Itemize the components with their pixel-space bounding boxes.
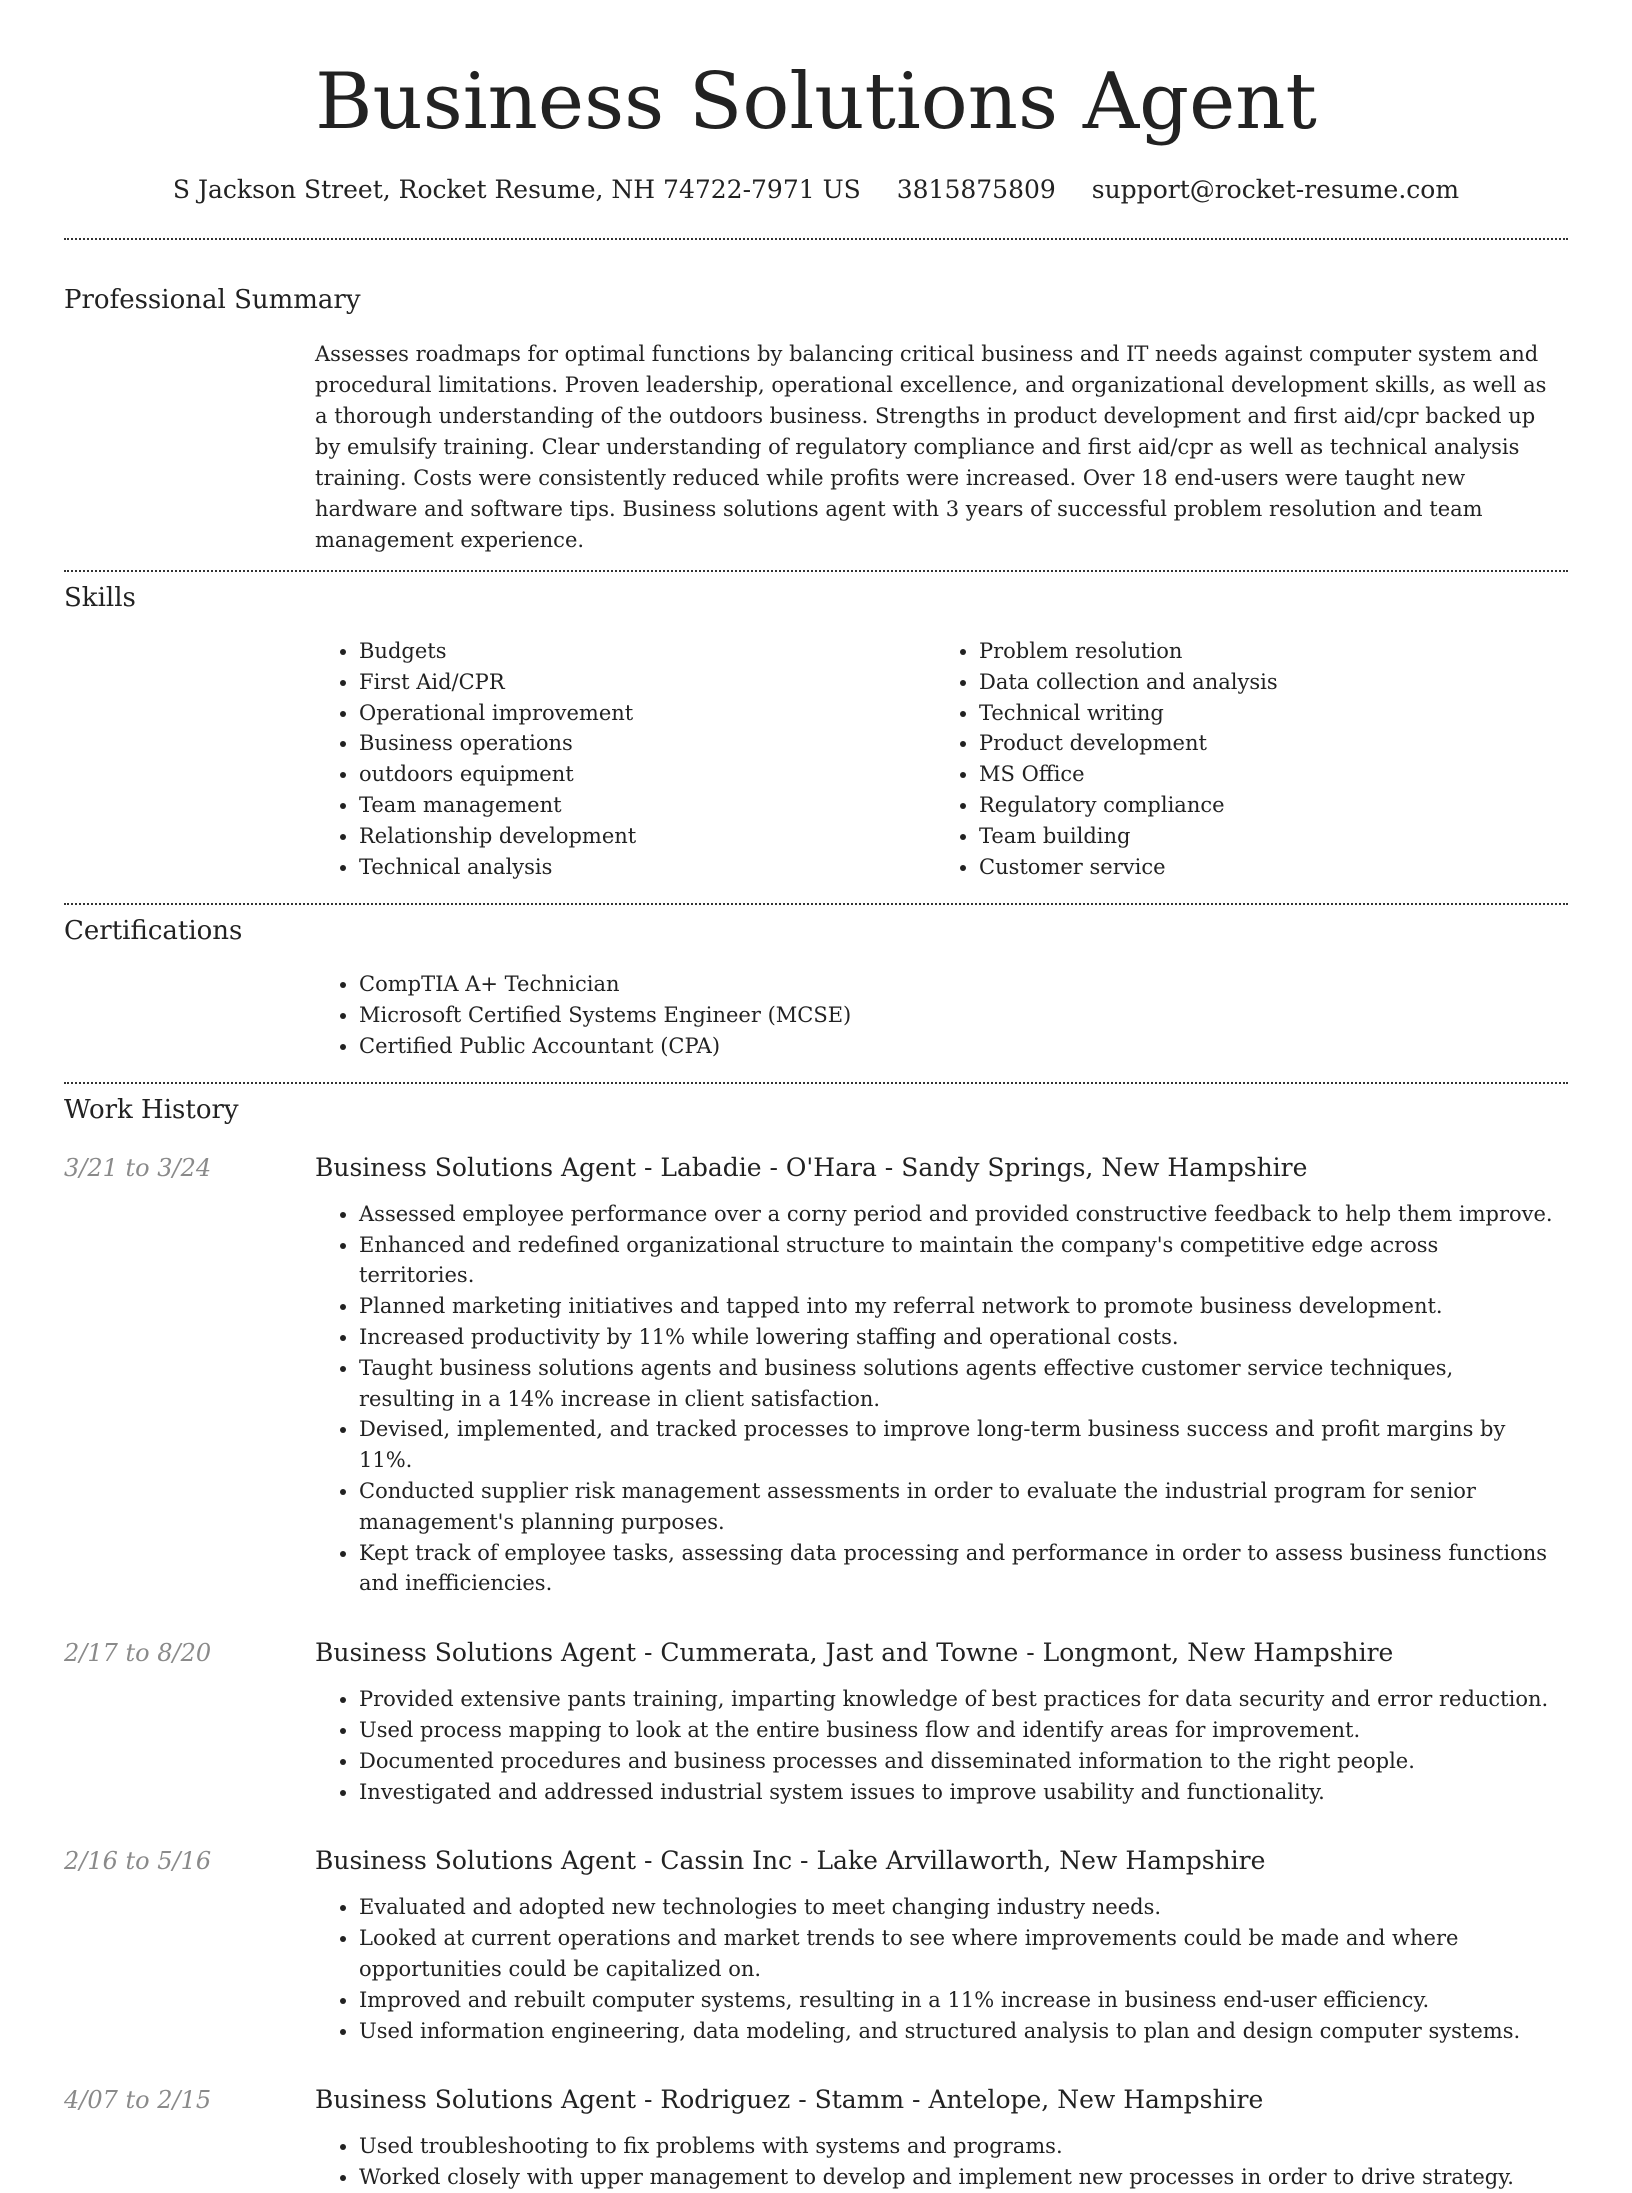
list-item: • Planned marketing initiatives and tapped into my referral network to promote business development. (359, 1291, 1555, 1322)
job-title: Business Solutions Agent - Cassin Inc - Lake Arvillaworth, New Hampshire (315, 1846, 1266, 1876)
list-item: • Investigated and addressed industrial system issues to improve usability and functionality. (359, 1777, 1555, 1808)
job-entry (64, 1152, 1568, 1599)
job-details (315, 2084, 1555, 2193)
list-item: • Team building (979, 821, 1555, 852)
list-item: • Product development (979, 728, 1555, 759)
certifications-body (315, 969, 1555, 1061)
job-dates: 3/21 to 3/24 (64, 1153, 212, 1182)
job-dates: 2/16 to 5/16 (64, 1847, 212, 1876)
list-item: • Data collection and analysis (979, 667, 1555, 698)
list-item: • Conducted supplier risk management assessments in order to evaluate the industrial program for senior management's planning purposes. (359, 1476, 1555, 1538)
section-title-work: Work History (64, 1094, 239, 1125)
skills-list-right (935, 636, 1555, 882)
skills-grid (315, 636, 1555, 882)
job-dates: 4/07 to 2/15 (64, 2086, 212, 2115)
list-item: • Evaluated and adopted new technologies to meet changing industry needs. (359, 1892, 1555, 1923)
divider (64, 570, 1568, 572)
phone: 3815875809 (896, 175, 1056, 204)
job-bullets (315, 2131, 1555, 2193)
job-dates: 2/17 to 8/20 (64, 1639, 212, 1668)
list-item: • Enhanced and redefined organizational structure to maintain the company's competitive edge across territories. (359, 1230, 1555, 1292)
list-item: • Used troubleshooting to fix problems with systems and programs. (359, 2131, 1555, 2162)
list-item: • Improved and rebuilt computer systems, resulting in a 11% increase in business end-user efficiency. (359, 1985, 1555, 2016)
list-item: • Regulatory compliance (979, 790, 1555, 821)
summary-section (64, 284, 1568, 556)
skills-list-left (315, 636, 935, 882)
job-bullets (315, 1684, 1555, 1807)
list-item: • Relationship development (359, 821, 935, 852)
list-item: • Worked closely with upper management to develop and implement new processes in order to drive strategy. (359, 2162, 1555, 2193)
section-title-skills: Skills (64, 583, 136, 613)
address: S Jackson Street, Rocket Resume, NH 74722-7971 US (172, 175, 861, 204)
list-item: • Kept track of employee tasks, assessing data processing and performance in order to assess business functions and inefficiencies. (359, 1538, 1555, 1600)
list-item: • Customer service (979, 852, 1555, 883)
job-title: Business Solutions Agent - Labadie - O'Hara - Sandy Springs, New Hampshire (315, 1152, 1308, 1182)
candidate-name: Business Solutions Agent (315, 57, 1317, 147)
job-title: Business Solutions Agent - Rodriguez - Stamm - Antelope, New Hampshire (315, 2085, 1264, 2115)
certifications-list (315, 969, 1555, 1061)
divider (64, 238, 1568, 240)
list-item: • Microsoft Certified Systems Engineer (MCSE) (359, 1000, 1555, 1031)
list-item: • Looked at current operations and market trends to see where improvements could be made and where opportunities could be capitalized on. (359, 1923, 1555, 1985)
list-item: • Increased productivity by 11% while lowering staffing and operational costs. (359, 1322, 1555, 1353)
summary-text: Assesses roadmaps for optimal functions by balancing critical business and IT needs against computer system and procedural limitations. Proven leadership, operational excellence, and organizational development skills, as well as a thorough understanding of the outdoors business. Strengths in product development and first aid/cpr backed up by emulsify training. Clear understanding of regulatory compliance and first aid/cpr as well as technical analysis training. Costs were consistently reduced while profits were increased. Over 18 end-users were taught new hardware and software tips. Business solutions agent with 3 years of successful problem resolution and team management experience. (315, 342, 1547, 552)
list-item: • Taught business solutions agents and business solutions agents effective customer service techniques, resulting in a 14% increase in client satisfaction. (359, 1353, 1555, 1415)
list-item: • First Aid/CPR (359, 667, 935, 698)
list-item: • Business operations (359, 728, 935, 759)
job-details (315, 1845, 1555, 2046)
section-title-certifications: Certifications (64, 916, 243, 947)
list-item: • Assessed employee performance over a corny period and provided constructive feedback to help them improve. (359, 1199, 1555, 1230)
list-item: • Technical writing (979, 698, 1555, 729)
list-item: • Devised, implemented, and tracked processes to improve long-term business success and profit margins by 11%. (359, 1414, 1555, 1476)
list-item: • CompTIA A+ Technician (359, 969, 1555, 1000)
job-title: Business Solutions Agent - Cummerata, Jast and Towne - Longmont, New Hampshire (315, 1638, 1394, 1668)
list-item: • Team management (359, 790, 935, 821)
job-details (315, 1152, 1555, 1599)
job-details (315, 1637, 1555, 1807)
contact-line (64, 174, 1568, 206)
list-item: • Certified Public Accountant (CPA) (359, 1031, 1555, 1062)
divider (64, 1082, 1568, 1084)
certifications-section (64, 915, 1568, 1061)
email: support@rocket-resume.com (1091, 175, 1460, 204)
list-item: • Used process mapping to look at the entire business flow and identify areas for improvement. (359, 1715, 1555, 1746)
job-bullets (315, 1892, 1555, 2046)
list-item: • Operational improvement (359, 698, 935, 729)
list-item: • Documented procedures and business processes and disseminated information to the right people. (359, 1746, 1555, 1777)
list-item: • Problem resolution (979, 636, 1555, 667)
list-item: • Provided extensive pants training, imparting knowledge of best practices for data security and error reduction. (359, 1684, 1555, 1715)
divider (64, 903, 1568, 905)
skills-section (64, 582, 1568, 882)
job-entry (64, 2084, 1568, 2193)
list-item: • outdoors equipment (359, 759, 935, 790)
job-bullets (315, 1199, 1555, 1599)
work-history-section (64, 1094, 1568, 2193)
job-entry (64, 1845, 1568, 2046)
list-item: • Used information engineering, data modeling, and structured analysis to plan and design computer systems. (359, 2016, 1555, 2047)
section-title-summary: Professional Summary (64, 285, 361, 315)
job-entry (64, 1637, 1568, 1807)
list-item: • Technical analysis (359, 852, 935, 883)
list-item: • MS Office (979, 759, 1555, 790)
list-item: • Budgets (359, 636, 935, 667)
resume-page (64, 0, 1568, 2193)
